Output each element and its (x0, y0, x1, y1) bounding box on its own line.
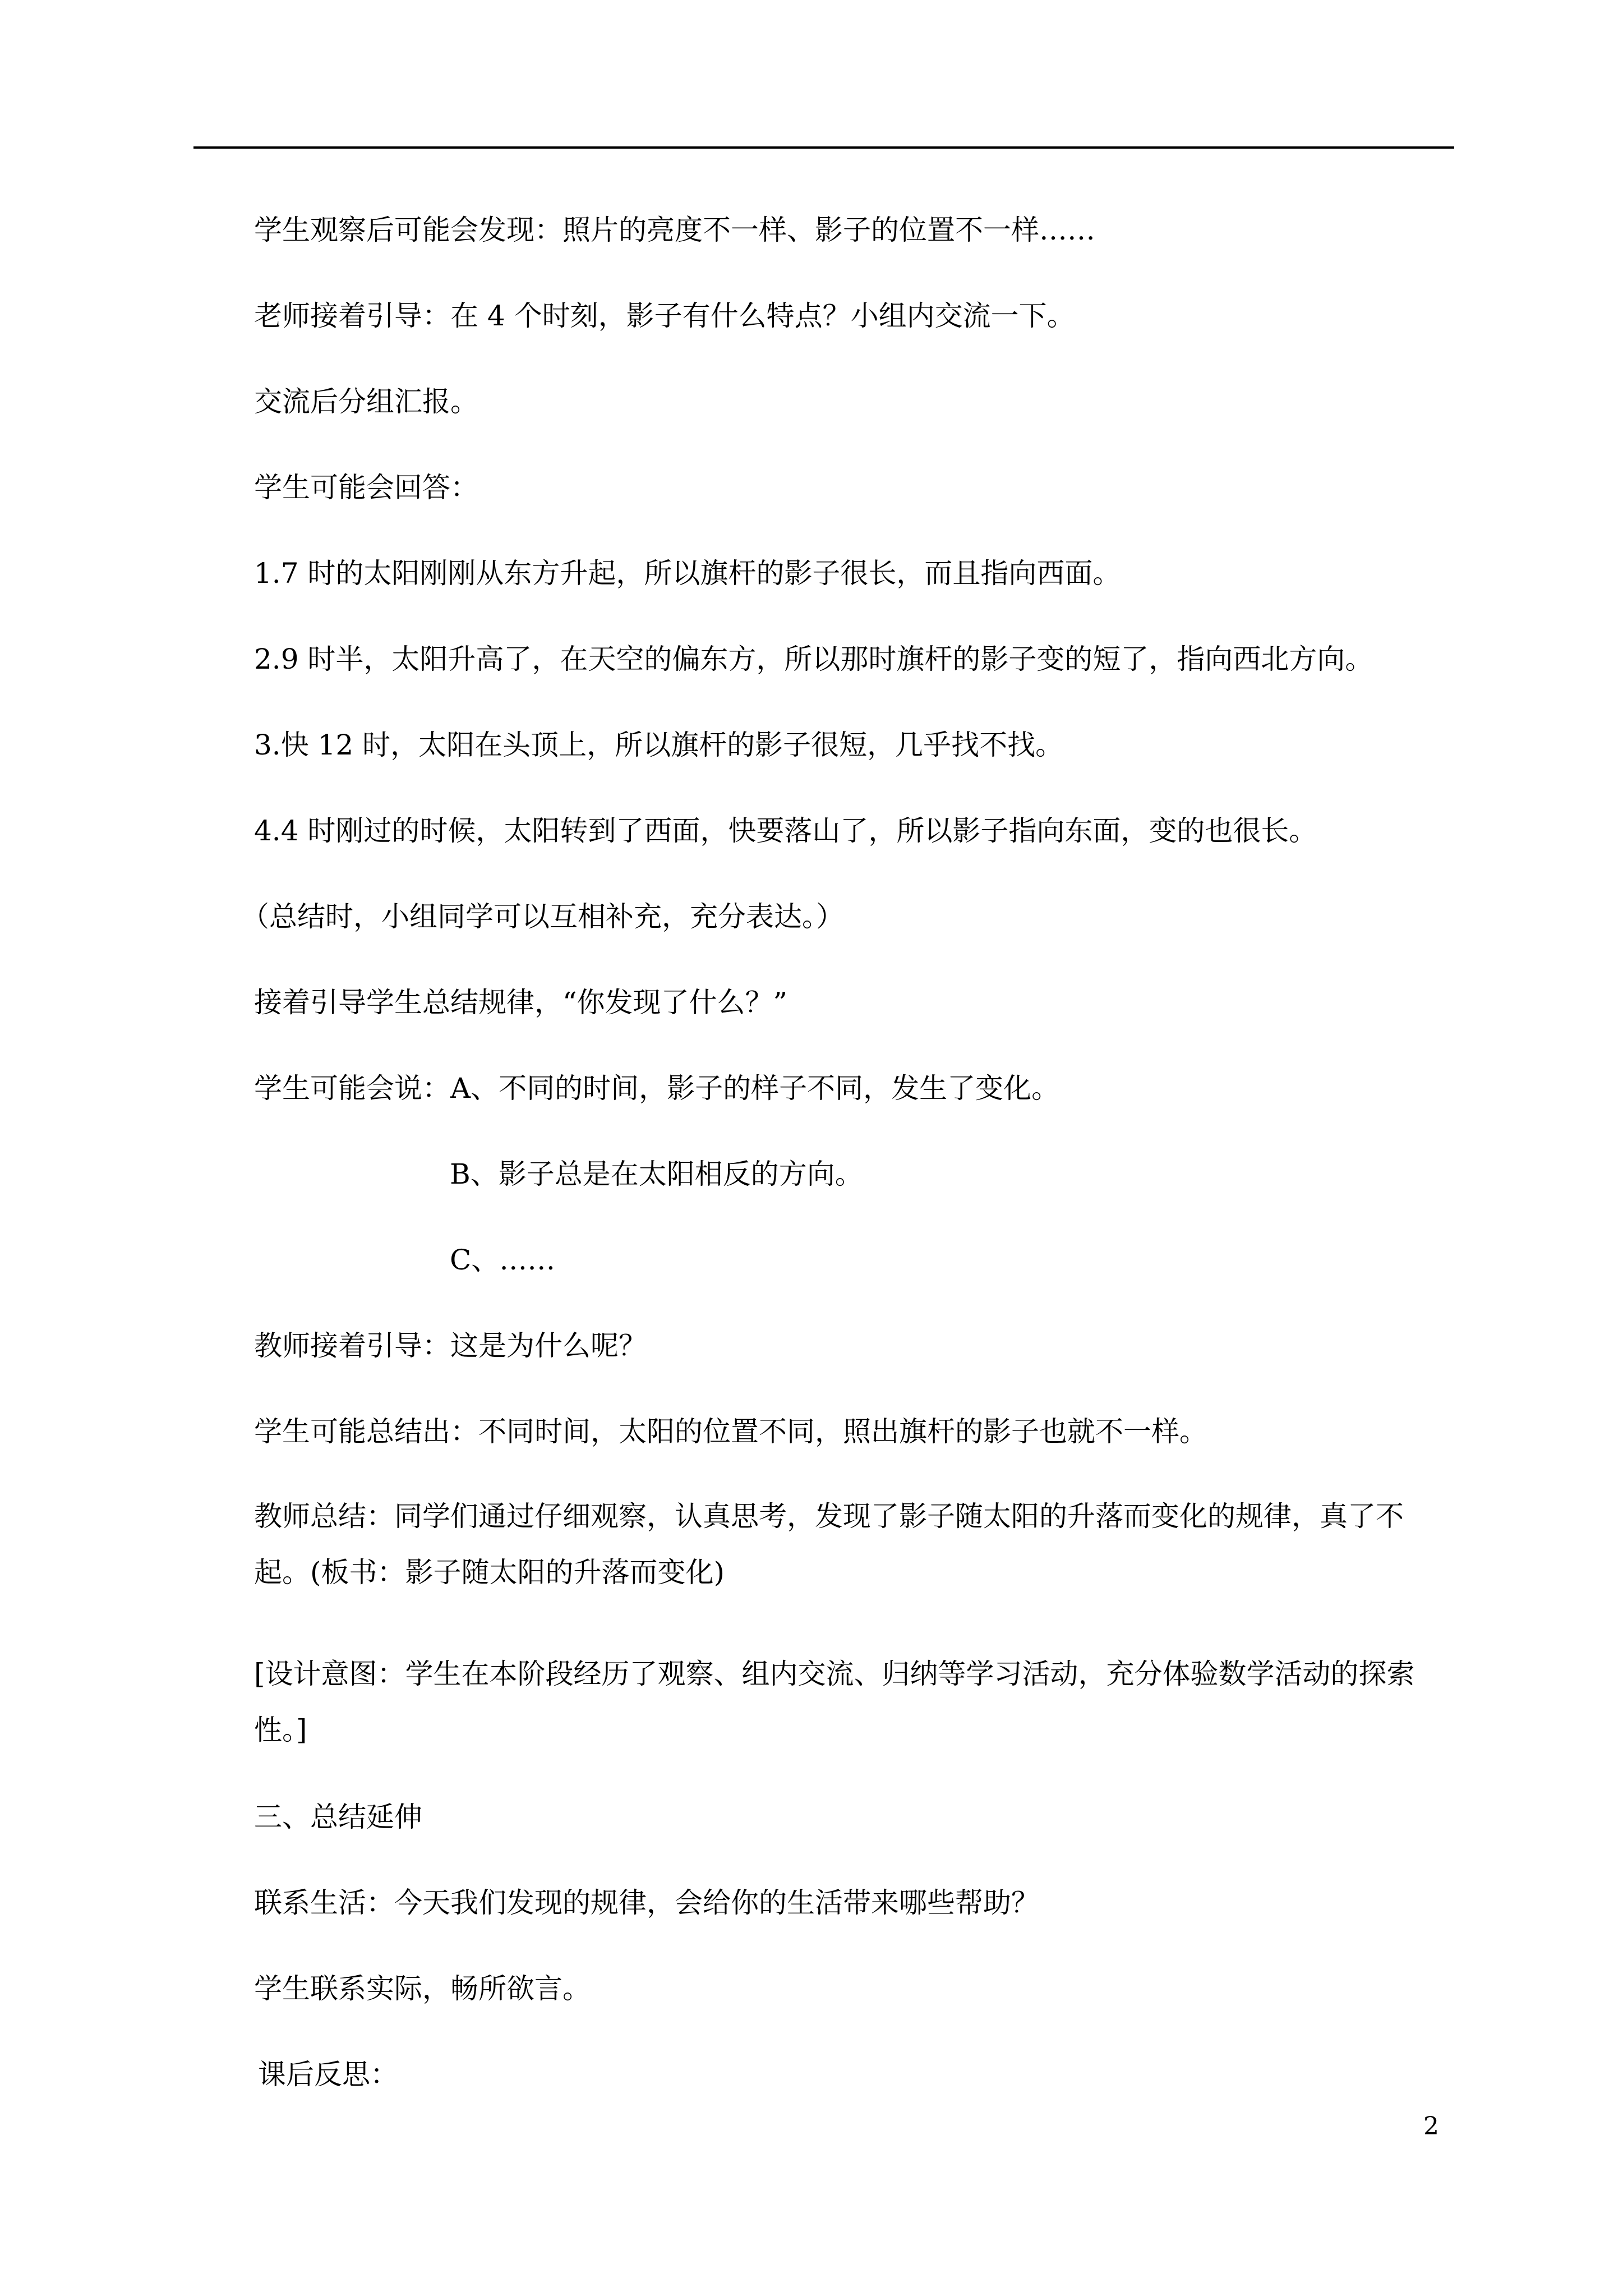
list-item-4: 4.4 时刚过的时候，太阳转到了西面，快要落山了，所以影子指向东面，变的也很长。 (254, 815, 1317, 847)
list-item-2: 2.9 时半，太阳升高了，在天空的偏东方，所以那时旗杆的影子变的短了，指向西北方向。 (254, 643, 1373, 675)
section-heading-summary-extension: 三、总结延伸 (254, 1801, 422, 1833)
paragraph-student-say-b: B、影子总是在太阳相反的方向。 (450, 1158, 863, 1190)
paragraph-student-answer: 学生可能会回答： (254, 471, 478, 504)
paragraph-group-report: 交流后分组汇报。 (254, 385, 478, 418)
paragraph-teacher-summary: 教师总结：同学们通过仔细观察，认真思考，发现了影子随太阳的升落而变化的规律，真了不起。(板书：影子随太阳的升落而变化) (254, 1500, 1404, 1589)
paragraph-life-connection: 联系生活：今天我们发现的规律，会给你的生活带来哪些帮助？ (254, 1887, 1039, 1919)
page-number: 2 (1423, 2112, 1439, 2141)
paragraph-student-say-a: 学生可能会说：A、不同的时间，影子的样子不同，发生了变化。 (254, 1072, 1060, 1105)
paragraph-student-conclusion: 学生可能总结出：不同时间，太阳的位置不同，照出旗杆的影子也就不一样。 (254, 1415, 1207, 1448)
paragraph-student-discussion: 学生联系实际，畅所欲言。 (254, 1972, 591, 2005)
paragraph-design-intent: [设计意图：学生在本阶段经历了观察、组内交流、归纳等学习活动，充分体验数学活动的探索性。] (254, 1658, 1415, 1746)
paragraph-summary-note: （总结时，小组同学可以互相补充，充分表达。） (241, 900, 844, 933)
paragraph-pattern-guide: 接着引导学生总结规律，“你发现了什么？” (254, 986, 788, 1019)
header-rule (193, 146, 1454, 149)
list-item-3: 3.快 12 时，太阳在头顶上，所以旗杆的影子很短，几乎找不找。 (254, 729, 1064, 761)
paragraph-reflection: 课后反思： (258, 2058, 398, 2091)
paragraph-teacher-guide: 老师接着引导：在 4 个时刻，影子有什么特点？小组内交流一下。 (254, 300, 1075, 332)
paragraph-student-say-c: C、…… (450, 1244, 556, 1276)
paragraph-observation: 学生观察后可能会发现：照片的亮度不一样、影子的位置不一样…… (254, 214, 1095, 246)
paragraph-why: 教师接着引导：这是为什么呢？ (254, 1329, 647, 1362)
list-item-1: 1.7 时的太阳刚刚从东方升起，所以旗杆的影子很长，而且指向西面。 (254, 557, 1121, 590)
